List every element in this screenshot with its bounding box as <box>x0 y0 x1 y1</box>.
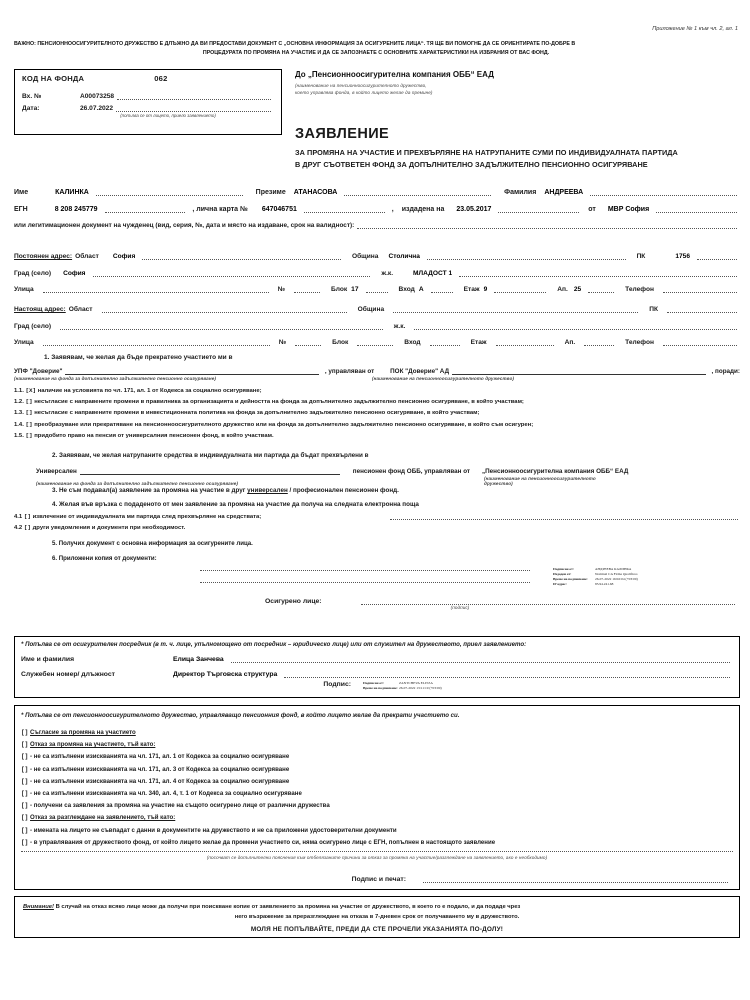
broker-cert-time-value: 26-07-2022 13:11:19 (+03:00) <box>399 686 442 691</box>
current-street-no-line <box>295 336 321 346</box>
broker-cert-signed-by-label: Подписан от: <box>363 681 385 685</box>
statement-3-pre: 3. Не съм подавал(а) заявление за промяна на участие в друг <box>52 487 248 494</box>
current-quarter-label: ж.к. <box>393 322 406 330</box>
company-decision-item[interactable] <box>21 778 733 785</box>
permanent-region-value[interactable]: София <box>112 253 136 260</box>
current-entrance-label: Вход <box>404 339 421 346</box>
permanent-region-line <box>142 250 341 260</box>
because-label: , поради: <box>711 368 741 375</box>
cert-ip-row <box>553 582 638 587</box>
statement-5-text: 5. Получих документ с основна информация за осигурените лица. <box>52 540 253 547</box>
broker-role-label: Служебен номер/ длъжност <box>21 671 115 678</box>
item-1-4-number: 1.4. <box>14 421 24 428</box>
decision-4-checkbox[interactable]: [] <box>21 777 29 785</box>
current-city-label: Град (село) <box>14 322 52 330</box>
permanent-region-label: Област <box>75 253 99 260</box>
broker-signature-label: Подпис: <box>323 681 351 688</box>
broker-section <box>14 636 740 698</box>
middle-name-label: Презиме <box>255 189 286 196</box>
addressee-company: До „Пенсионноосигурителна компания ОББ“ ЕАД <box>295 70 494 79</box>
permanent-address-row-1 <box>14 250 740 260</box>
issued-by-label: от <box>588 206 596 213</box>
company-decision-list <box>15 719 739 846</box>
last-name-value[interactable]: АНДРЕЕВА <box>544 189 584 196</box>
issued-on-label: издадена на <box>401 206 445 213</box>
permanent-street-no-label: № <box>277 286 285 293</box>
foreign-doc-line[interactable] <box>357 219 737 229</box>
decision-4-text: - не са изпълнени изискванията на чл. 171, ал. 4 от Кодекса за социално осигуряване <box>30 777 290 785</box>
current-street-no-label: № <box>278 339 287 346</box>
issued-by-line <box>656 203 737 213</box>
permanent-phone-label: Телефон <box>625 286 654 293</box>
item-1-3-checkbox[interactable]: [] <box>25 409 33 417</box>
permanent-floor-label: Етаж <box>463 286 480 293</box>
decision-2-checkbox[interactable]: [] <box>21 753 29 761</box>
statement-1-items <box>14 387 740 443</box>
important-notice-line2: ПРОЦЕДУРАТА ПО ПРОМЯНА НА УЧАСТИЕ И ДА СЕ ЗАПОЗНАЕТЕ С ОСНОВНИТЕ ХАРАКТЕРИСТИКИ НА ИЗБРАНИЯ ОТ ВАС ФОНД. <box>202 50 550 57</box>
attention-word: Внимание! <box>23 904 54 910</box>
current-entrance-line <box>430 336 460 346</box>
permanent-floor-line <box>494 283 546 293</box>
first-name-label: Име <box>14 189 29 196</box>
permanent-postcode-value[interactable]: 1756 <box>675 253 690 260</box>
statement-2-row <box>14 465 740 486</box>
current-company-name: ПОК "Доверие" АД <box>390 368 450 375</box>
addressee-note-line2: което управлява фонда, в който лицето желае да премине) <box>295 90 433 96</box>
permanent-street-line <box>43 283 269 293</box>
permanent-street-no-line <box>294 283 320 293</box>
statement-1-lead-text: 1. Заявявам, че желая да бъде прекратено участието ми в <box>44 354 233 361</box>
document-title-block <box>295 126 742 172</box>
decision-9-text: - в управлявания от дружеството фонд, от който лицето желае да промени участието си, няма осигурено лице с ЕГН, попълнен в настоящото заявление <box>30 838 496 846</box>
statement-1-item[interactable] <box>14 409 740 416</box>
decision-7-text: Отказ за разглеждане на заявлението, тъй като: <box>30 814 176 822</box>
item-1-2-text: несъгласие с направените промени в правилника за организацията и дейността на фонда за допълнително задължително пенсионно осигуряване, в който участвам; <box>34 399 524 406</box>
egn-row: ЕГН 8 208 245779 , лична карта № 647046751 , издадена на 23.05.2017 от МВР София <box>14 203 740 213</box>
statement-2-notes-row <box>14 476 740 486</box>
middle-name-value[interactable]: АТАНАСОВА <box>293 189 338 196</box>
important-notice <box>14 40 738 59</box>
egn-value[interactable]: 8 208 245779 <box>54 206 98 213</box>
addressee-note-line1: (наименование на пенсионноосигурителното дружество, <box>295 83 427 88</box>
target-fund-type[interactable]: Универсален <box>36 468 77 475</box>
statement-1-item[interactable] <box>14 387 740 394</box>
statement-1-funds-inner <box>14 365 740 375</box>
first-name-line <box>96 186 243 196</box>
decision-2-text: - не са изпълнени изискванията на чл. 171, ал. 1 от Кодекса за социално осигуряване <box>30 753 290 761</box>
permanent-quarter-label: ж.к. <box>381 269 394 277</box>
current-floor-label: Етаж <box>470 339 487 346</box>
cert-signed-by-value: АНДРЕЕВА КАЛИНКА <box>595 567 632 571</box>
cert-ip-label: IP адрес: <box>553 582 567 587</box>
incoming-number-label: Вх. № <box>22 93 42 100</box>
broker-cert-signed-by-value: ZANTCHEVA ELITZA <box>399 681 433 685</box>
permanent-block-value[interactable]: 17 <box>351 286 359 293</box>
cert-time-label: Време на подписване: <box>553 577 588 582</box>
cert-ip-value: 85.94.241.68 <box>595 582 614 587</box>
fund-code-value[interactable]: 062 <box>154 74 168 83</box>
broker-name-row <box>15 653 733 663</box>
current-postcode-label: ПК <box>649 306 658 313</box>
attention-text <box>23 902 731 922</box>
broker-role-value[interactable]: Директор Търговска структура <box>173 671 278 678</box>
insured-signature-row <box>265 595 738 605</box>
date-value[interactable]: 26.07.2022 <box>80 105 114 112</box>
current-fund-note: (наименование на фонда за допълнително задължително пенсионно осигуряване) <box>14 376 216 381</box>
statement-1-item[interactable] <box>14 421 740 428</box>
incoming-number-line <box>117 90 271 100</box>
company-decision-item[interactable] <box>21 741 733 748</box>
current-phone-label: Телефон <box>625 339 654 346</box>
statement-4-items <box>14 513 740 535</box>
item-1-4-checkbox[interactable]: [] <box>25 420 33 428</box>
managed-by-label: , управляван от <box>324 368 375 375</box>
permanent-municipality-value[interactable]: Столична <box>388 253 420 260</box>
decision-1-text: Отказ за промяна на участието, тъй като: <box>30 741 156 749</box>
broker-signature-row <box>15 681 739 691</box>
permanent-postcode-label: ПК <box>636 253 646 260</box>
statement-1-notes-row <box>14 376 740 381</box>
attached-docs-line-1[interactable] <box>200 570 530 571</box>
statement-2-lead-text: 2. Заявявам, че желая натрупаните средства в индивидуалната ми партида да бъдат прехвърлени в <box>52 452 369 459</box>
decision-0-checkbox[interactable]: [] <box>21 729 29 736</box>
important-notice-line1: ВАЖНО: ПЕНСИОННООСИГУРИТЕЛНОТО ДРУЖЕСТВО Е ДЛЪЖНО ДА ВИ ПРЕДОСТАВИ ДОКУМЕНТ С „ОСНОВНА ИНФОРМАЦИЯ ЗА ОСИГУРЕНИТЕ ЛИЦА“. ТЯ ЩЕ ВИ ПОМОГНЕ ДА СЕ ОРИЕНТИРАТЕ ПО-ДОБРЕ В <box>14 41 576 47</box>
current-address-row-2 <box>14 320 740 330</box>
current-block-label: Блок <box>332 339 349 346</box>
current-postcode-line <box>667 303 737 313</box>
item-4-2-checkbox[interactable]: [] <box>23 524 31 532</box>
current-street-line <box>43 336 270 346</box>
company-decision-item[interactable] <box>21 753 733 760</box>
broker-name-label: Име и фамилия <box>21 656 75 663</box>
target-company-name: „Пенсионноосигурителна компания ОББ“ ЕАД <box>482 468 629 475</box>
company-section-heading: * Попълва се от пенсионноосигурителното дружество, управляващо пенсионния фонд, в който лицето желае да прекрати участието си. <box>21 712 460 719</box>
statement-4-lead-text: 4. Желая във връзка с подаденото от мен заявление за промяна на участие да получа на следната електронна поща <box>52 501 419 508</box>
insured-signature-label: Осигурено лице: <box>265 598 322 605</box>
current-address-block <box>14 303 740 353</box>
cert-signed-by-label: Подписан от: <box>553 567 575 571</box>
person-names-block <box>14 186 740 220</box>
item-1-3-number: 1.3. <box>14 410 24 417</box>
item-4-2-number: 4.2 <box>14 525 23 532</box>
issued-by-value[interactable]: МВР София <box>607 206 650 213</box>
names-row <box>14 186 740 196</box>
current-phone-line <box>663 336 737 346</box>
statement-4-lead <box>14 501 740 508</box>
broker-name-line <box>231 653 730 663</box>
document-subtitle-2: В ДРУГ СЪОТВЕТЕН ФОНД ЗА ДОПЪЛНИТЕЛНО ЗАДЪЛЖИТЕЛНО ПЕНСИОННО ОСИГУРЯВАНЕ <box>295 160 648 170</box>
statement-1-funds-row <box>14 365 740 381</box>
statement-1-item[interactable] <box>14 398 740 405</box>
item-4-1-number: 4.1 <box>14 514 23 520</box>
id-card-line <box>304 203 385 213</box>
permanent-quarter-value[interactable]: МЛАДОСТ 1 <box>413 269 453 277</box>
current-quarter-line <box>414 320 737 330</box>
item-4-1-text: извлечение от индивидуалната ми партида след прехвърляне на средствата; <box>32 514 262 520</box>
incoming-number-row <box>22 90 274 100</box>
permanent-address-row-3 <box>14 283 740 293</box>
permanent-street-label: Улица <box>14 286 34 293</box>
item-1-5-number: 1.5. <box>14 432 24 439</box>
decision-5-text: - не са изпълнени изискванията на чл. 340, ал. 4, т. 1 от Кодекса за социално осигуряване <box>30 789 302 797</box>
permanent-city-label: Град (село) <box>14 269 52 277</box>
statement-3-post: / професионален пенсионен фонд. <box>287 487 399 494</box>
permanent-municipality-line <box>427 250 626 260</box>
date-label: Дата: <box>22 105 40 112</box>
permanent-entrance-line <box>431 283 453 293</box>
permanent-postcode-line <box>697 250 737 260</box>
decision-7-checkbox[interactable]: [] <box>21 814 29 822</box>
incoming-number-value[interactable]: A00073258 <box>80 93 115 100</box>
permanent-municipality-label: Община <box>351 253 379 260</box>
date-row <box>22 102 274 112</box>
broker-certificate-block <box>363 681 442 691</box>
decision-8-checkbox[interactable]: [] <box>21 826 29 834</box>
company-decision-item[interactable] <box>21 790 733 797</box>
current-address-row-1 <box>14 303 740 313</box>
current-municipality-line <box>393 303 638 313</box>
target-fund-name: пенсионен фонд ОББ, управляван от <box>352 468 470 475</box>
target-fund-line <box>80 465 340 475</box>
company-decision-item[interactable] <box>21 814 733 821</box>
permanent-phone-line <box>663 283 737 293</box>
cert-time-value: 26-07-2022 16:02:04 (+03:00) <box>595 577 638 582</box>
item-1-1-text: наличие на условията по чл. 171, ал. 1 от Кодекса за социално осигуряване; <box>37 388 262 394</box>
decision-8-text: - имената на лицето не съвпадат с данни в документите на дружеството и не са приложени удостоверителни документи <box>30 826 397 834</box>
attached-docs-line-2[interactable] <box>200 582 530 583</box>
company-decision-item[interactable] <box>21 827 733 834</box>
item-1-2-checkbox[interactable]: [] <box>25 398 33 406</box>
current-street-label: Улица <box>14 339 34 346</box>
cert-issued-by-value: Nominal CA Firma Qualificos <box>595 572 638 577</box>
item-4-1-checkbox[interactable]: [] <box>23 513 31 520</box>
current-block-line <box>357 336 393 346</box>
permanent-block-line <box>366 283 388 293</box>
egn-label: ЕГН <box>14 206 28 213</box>
appendix-reference: Приложение № 1 към чл. 2, ал. 1 <box>652 26 738 32</box>
company-section <box>14 705 740 890</box>
attention-line1: В случай на отказ всяко лице може да получи при поискване копие от заявлението за промяна на участие от дружеството, в което го е подало, и да подаде чрез <box>55 904 521 910</box>
permanent-apartment-label: Ап. <box>557 286 568 293</box>
fund-box-note: (попълва се от лицето, приело заявлението) <box>120 113 216 118</box>
company-decision-item[interactable] <box>21 802 733 809</box>
item-1-1-number: 1.1. <box>14 388 24 394</box>
target-fund-note: (наименование на фонда за допълнително задължително пенсионно осигуряване) <box>36 481 238 486</box>
decision-3-checkbox[interactable]: [] <box>21 765 29 773</box>
bottom-note: МОЛЯ НЕ ПОПЪЛВАЙТЕ, ПРЕДИ ДА СТЕ ПРОЧЕЛИ УКАЗАНИЯТА ПО-ДОЛУ! <box>250 926 504 934</box>
applicant-certificate-block <box>553 567 638 587</box>
current-apartment-line <box>584 336 614 346</box>
attention-box <box>14 896 740 938</box>
current-company-note: (наименование на пенсионноосигурителното дружество) <box>372 376 514 381</box>
decision-1-checkbox[interactable]: [] <box>21 741 29 749</box>
permanent-address-row-2 <box>14 267 740 277</box>
statement-6-text: 6. Приложени копия от документи: <box>52 555 157 562</box>
permanent-entrance-value[interactable]: А <box>418 286 424 293</box>
item-1-5-checkbox[interactable]: [] <box>25 431 33 439</box>
permanent-quarter-line <box>459 267 737 277</box>
company-signature-label: Подпис и печат: <box>351 875 406 883</box>
current-company-line <box>452 365 705 375</box>
addressee-block <box>295 70 740 96</box>
permanent-floor-value[interactable]: 9 <box>483 286 488 293</box>
fund-code-title-row <box>22 74 274 83</box>
item-1-3-text: несъгласие с направените промени в инвестиционната политика на фонда за допълнително задължително пенсионно осигуряване, в който участвам; <box>34 410 480 417</box>
broker-cert-time-row <box>363 686 442 691</box>
broker-section-heading: * Попълва се от осигурителен посредник (в т. ч. лице, упълномощено от посредник – юридическо лице) или от служител на дружеството, приел заявлението: <box>21 641 527 648</box>
page-title: ЗАЯВЛЕНИЕ <box>295 126 390 142</box>
company-footnote: (посочват се допълнителни пояснения към отбелязаните причини за отказ за промяна на участие/разглеждане на заявлението, ако е необходимо) <box>206 854 548 860</box>
first-name-value[interactable]: КАЛИНКА <box>55 189 89 196</box>
decision-5-checkbox[interactable]: [] <box>21 789 29 797</box>
fund-code-label: КОД НА ФОНДА <box>22 74 85 83</box>
last-name-label: Фамилия <box>504 189 537 196</box>
statement-1-lead <box>14 354 740 361</box>
statement-2-inner <box>14 465 740 475</box>
foreign-doc-row <box>14 219 740 229</box>
broker-role-line <box>284 668 730 678</box>
current-address-row-3 <box>14 336 740 346</box>
egn-line <box>105 203 186 213</box>
decision-6-text: - получени са заявления за промяна на участие на същото осигурено лице от различни дружества <box>30 802 330 810</box>
statement-1-item[interactable] <box>14 432 740 439</box>
current-region-label: Област <box>68 306 93 313</box>
decision-3-text: - не са изпълнени изискванията на чл. 171, ал. 3 от Кодекса за социално осигуряване <box>30 765 290 773</box>
broker-name-value[interactable]: Елица Занчева <box>173 656 224 663</box>
foreign-doc-label: или легитимационен документ на чужденец (вид, серия, №, дата и място на издаване, срок на валидност): <box>14 222 355 229</box>
item-1-5-text: придобито право на пенсия от универсалния пенсионен фонд, в който участвам. <box>34 432 274 439</box>
item-1-1-checkbox[interactable]: [X] <box>25 387 37 394</box>
target-company-note: (наименование на пенсионноосигурителното дружество) <box>484 476 596 486</box>
decision-6-checkbox[interactable]: [] <box>21 802 29 810</box>
broker-cert-time-label: Време на подписване: <box>363 686 398 691</box>
current-city-line <box>60 320 383 330</box>
statement-3-underlined[interactable]: универсален <box>247 487 288 494</box>
current-fund-line <box>65 365 318 375</box>
permanent-address-heading: Постоянен адрес: <box>14 253 73 260</box>
permanent-block-label: Блок <box>331 286 348 293</box>
permanent-apartment-value[interactable]: 25 <box>573 286 582 293</box>
id-card-value[interactable]: 647046751 <box>261 206 297 213</box>
statement-5 <box>14 540 740 547</box>
decision-0-text: Съгласие за промяна на участието <box>30 729 136 736</box>
permanent-city-value[interactable]: София <box>63 269 86 277</box>
current-address-heading: Настоящ адрес: <box>14 306 66 313</box>
permanent-apartment-line <box>588 283 614 293</box>
company-decision-item[interactable] <box>21 839 733 846</box>
item-1-4-text: преобразуване или прекратяване на пенсионноосигурителното дружество или на фонда за допълнително задължително пенсионно осигуряване, в който съм осигурен; <box>34 421 534 428</box>
statement-2-lead <box>14 452 740 459</box>
company-signature-line[interactable] <box>423 873 728 883</box>
permanent-city-line <box>93 267 371 277</box>
statement-4-item[interactable] <box>14 524 740 531</box>
last-name-line <box>590 186 737 196</box>
statement-6 <box>14 555 740 562</box>
id-card-label: , лична карта № <box>192 206 248 213</box>
company-signature-row <box>15 873 739 883</box>
issued-on-line <box>498 203 579 213</box>
permanent-entrance-label: Вход <box>398 286 415 293</box>
email-input-line[interactable] <box>390 519 738 520</box>
company-decision-item[interactable] <box>21 729 733 736</box>
current-apartment-label: Ап. <box>564 339 576 346</box>
insured-signature-line[interactable] <box>361 595 735 605</box>
date-line <box>116 102 271 112</box>
issued-on-value[interactable]: 23.05.2017 <box>456 206 492 213</box>
addressee-note <box>295 82 740 96</box>
permanent-address-block <box>14 250 740 300</box>
cert-issued-by-label: Издаден от: <box>553 572 572 577</box>
statement-3 <box>14 487 740 494</box>
item-1-2-number: 1.2. <box>14 399 24 406</box>
item-4-2-text: други уведомления и документи при необходимост. <box>32 525 186 532</box>
current-municipality-label: Община <box>357 306 385 313</box>
current-region-line <box>102 303 347 313</box>
document-subtitle-1: ЗА ПРОМЯНА НА УЧАСТИЕ И ПРЕХВЪРЛЯНЕ НА НАТРУПАНИТЕ СУМИ ПО ИНДИВИДУАЛНАТА ПАРТИДА <box>295 148 678 157</box>
attention-line2: него възражение за преразглеждане на отказа в 7-дневен срок от получаването му в дружеството. <box>234 914 520 921</box>
middle-name-line <box>344 186 491 196</box>
current-fund-name: УПФ "Доверие" <box>14 368 63 375</box>
broker-role-row <box>15 668 733 678</box>
company-footnote-line[interactable] <box>21 851 733 852</box>
current-floor-line <box>496 336 554 346</box>
insured-signature-note: (подпис) <box>450 605 470 610</box>
decision-9-checkbox[interactable]: [] <box>21 838 29 846</box>
company-decision-item[interactable] <box>21 766 733 773</box>
fund-code-box <box>14 69 282 135</box>
